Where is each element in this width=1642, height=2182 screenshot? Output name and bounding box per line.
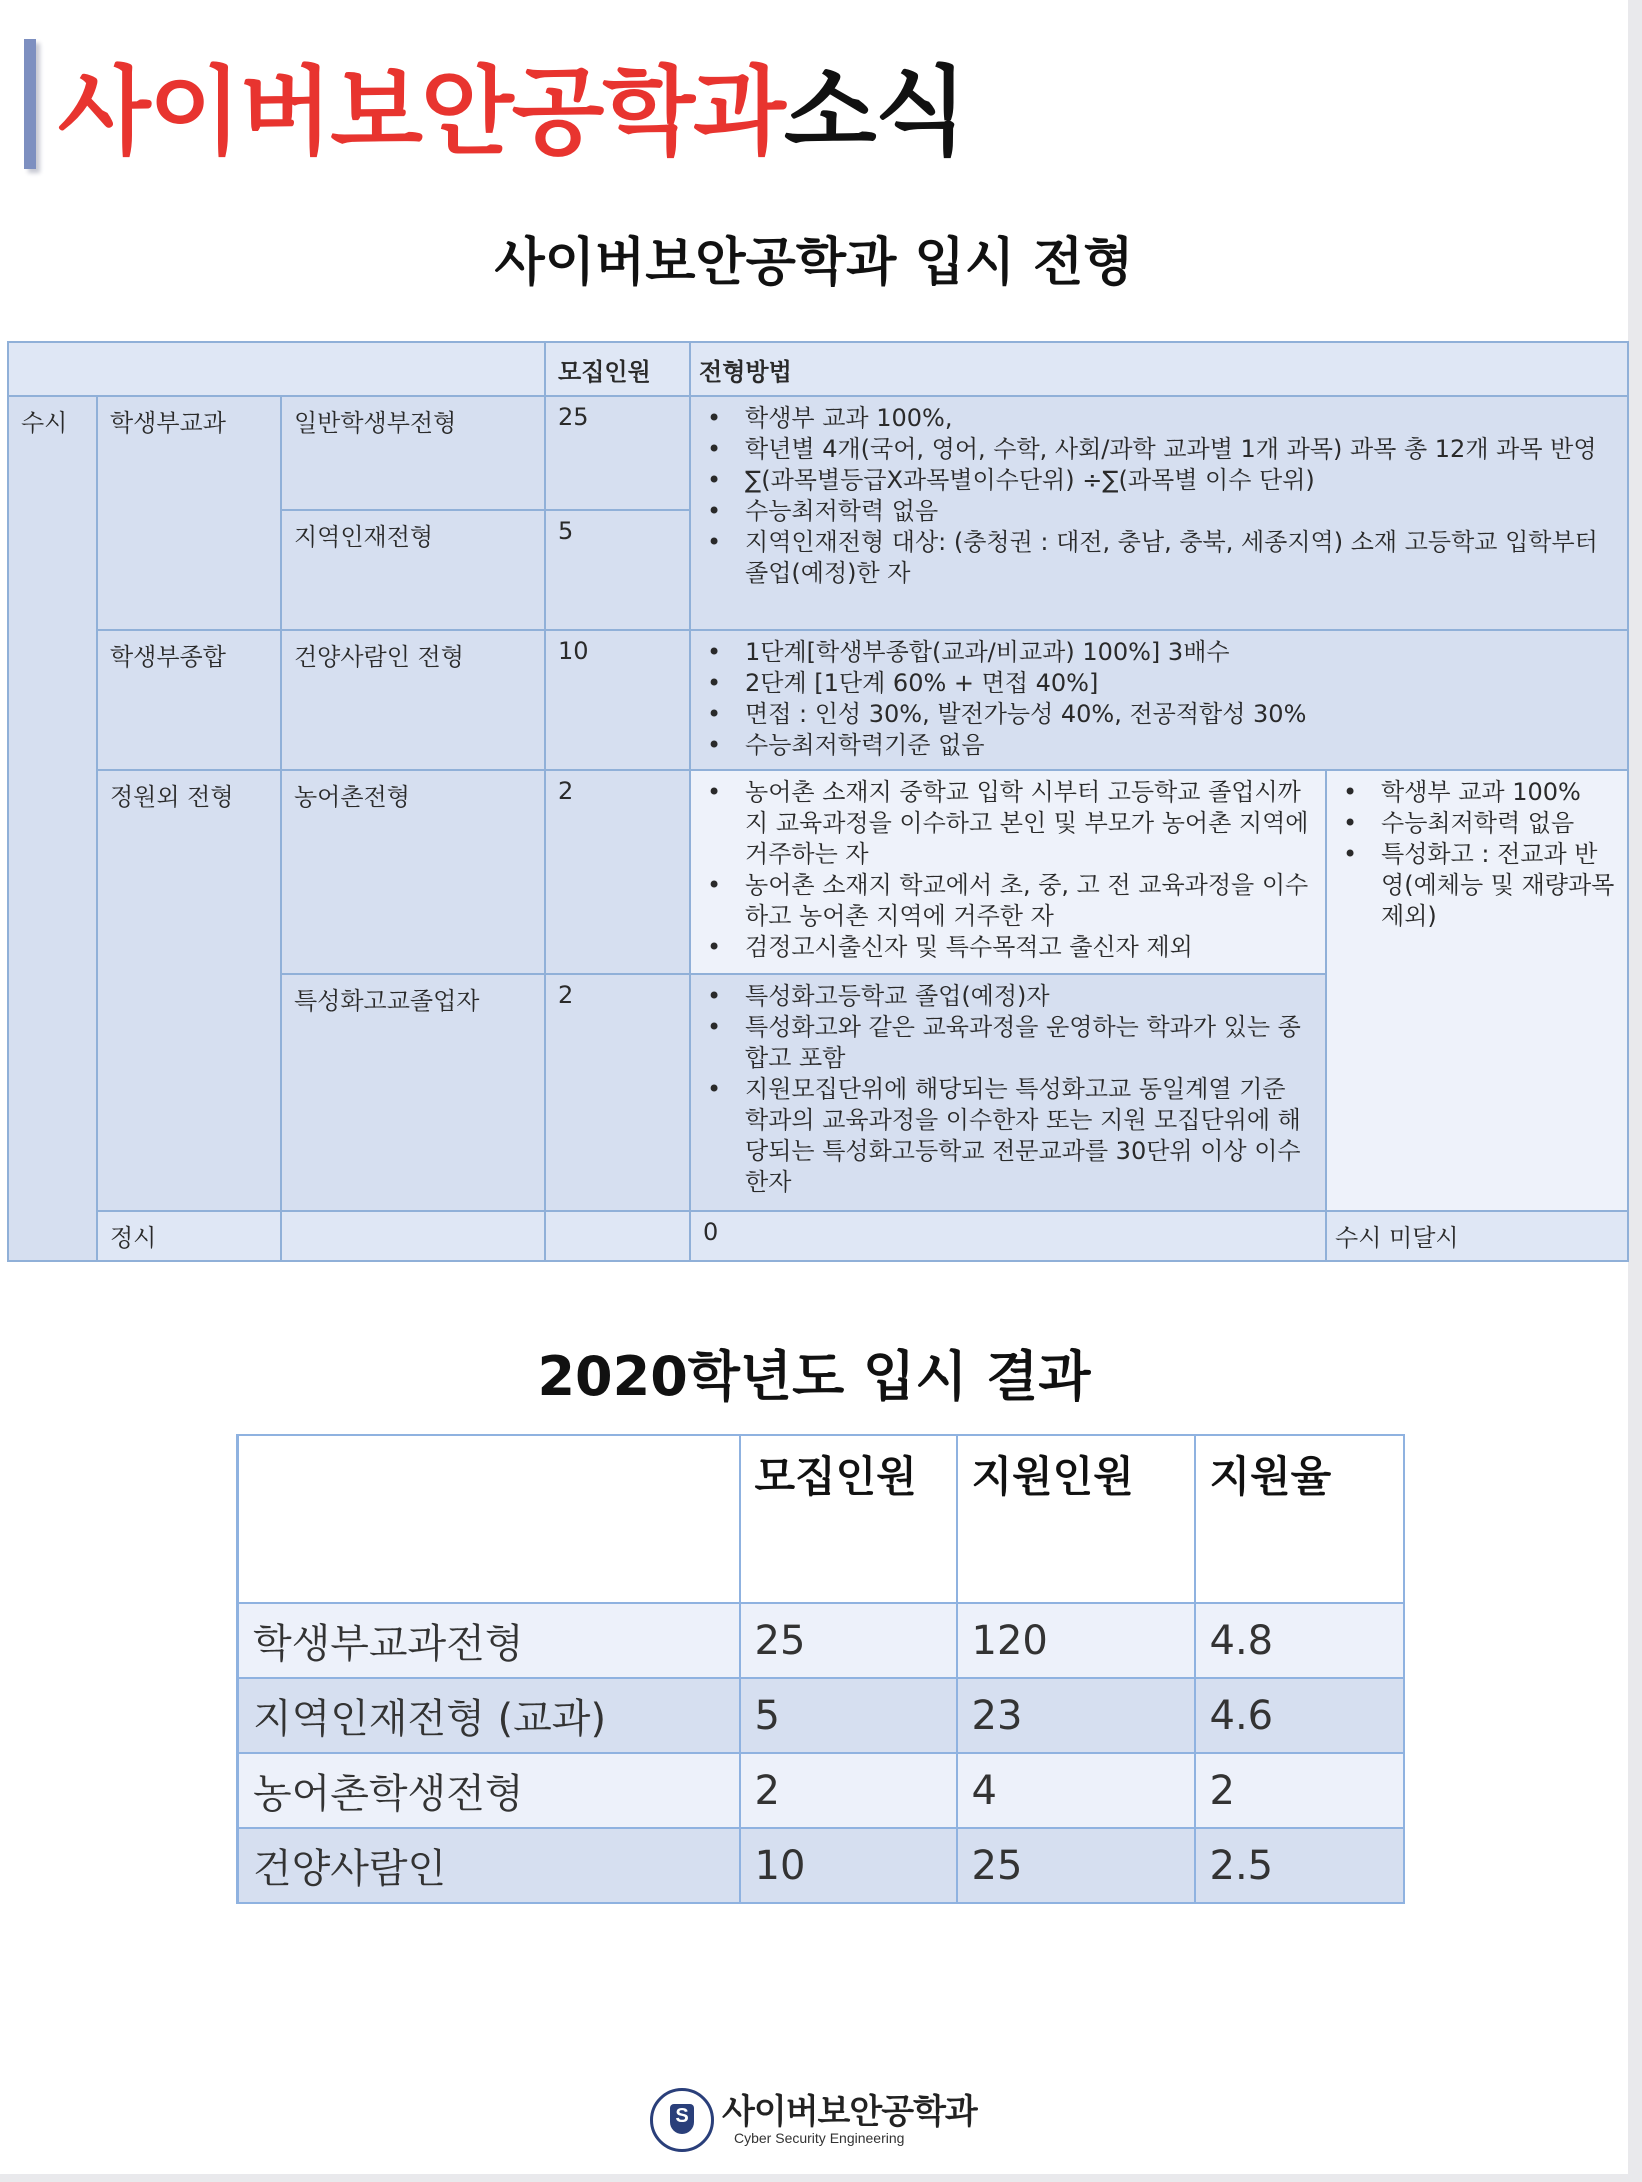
method-specialized bbox=[690, 974, 1326, 1211]
footer-logo bbox=[650, 2088, 977, 2152]
susi-cell: 수시 bbox=[8, 396, 97, 1261]
results-header-applicants: 지원인원 bbox=[957, 1435, 1195, 1603]
method-rural bbox=[690, 770, 1326, 974]
list-item: • 학년별 4개(국어, 영어, 수학, 사회/과학 교과별 1개 과목) 과목 총 12개 과목 반영 bbox=[745, 434, 1615, 465]
results-rate: 2 bbox=[1195, 1753, 1404, 1828]
results-header-quota: 모집인원 bbox=[740, 1435, 957, 1603]
page-title bbox=[24, 30, 965, 178]
results-quota: 25 bbox=[740, 1603, 957, 1678]
type-regional: 지역인재전형 bbox=[281, 510, 545, 630]
table-row bbox=[8, 770, 1628, 974]
page-edge-right bbox=[1628, 0, 1642, 2182]
list-item: • 농어촌 소재지 학교에서 초, 중, 고 전 교육과정을 이수하고 농어촌 지역에 거주한 자 bbox=[745, 870, 1313, 932]
list-item: • ∑(과목별등급X과목별이수단위) ÷∑(과목별 이수 단위) bbox=[745, 465, 1615, 496]
table-row bbox=[8, 630, 1628, 770]
list-item: • 특성화고 : 전교과 반영(예체능 및 재량과목 제외) bbox=[1381, 839, 1615, 932]
results-applicants: 23 bbox=[957, 1678, 1195, 1753]
admission-header-row bbox=[8, 342, 1628, 396]
list-item: • 지역인재전형 대상: (충청권 : 대전, 충남, 충북, 세종지역) 소재 고등학교 입학부터 졸업(예정)한 자 bbox=[745, 527, 1615, 589]
title-red: 사이버보안공학과 bbox=[58, 55, 784, 168]
results-heading: 2020학년도 입시 결과 bbox=[537, 1345, 1091, 1408]
footer-department-name: 사이버보안공학과 bbox=[722, 2092, 977, 2132]
title-text bbox=[58, 36, 965, 173]
method-specialized-list bbox=[699, 981, 1313, 1198]
list-item: • 1단계[학생부종합(교과/비교과) 100%] 3배수 bbox=[745, 637, 1615, 668]
quota-jeongsi: 0 bbox=[690, 1211, 1326, 1261]
jeongsi-cell: 정시 bbox=[97, 1211, 281, 1261]
method-gyogwa bbox=[690, 396, 1628, 630]
list-item: • 학생부 교과 100%, bbox=[745, 403, 1615, 434]
category-outside: 정원외 전형 bbox=[97, 770, 281, 1211]
page-edge-bottom bbox=[0, 2174, 1642, 2182]
table-row bbox=[8, 396, 1628, 510]
header-quota: 모집인원 bbox=[545, 342, 690, 396]
results-header-empty bbox=[238, 1435, 740, 1603]
title-accent-bar bbox=[24, 39, 36, 169]
quota-specialized: 2 bbox=[545, 974, 690, 1211]
results-name: 건양사람인 bbox=[238, 1828, 740, 1903]
list-item: • 면접 : 인성 30%, 발전가능성 40%, 전공적합성 30% bbox=[745, 699, 1615, 730]
footer-text bbox=[722, 2094, 977, 2146]
table-row bbox=[238, 1678, 1404, 1753]
empty-cell bbox=[281, 1211, 545, 1261]
admission-table bbox=[7, 341, 1629, 1262]
list-item: • 특성화고와 같은 교육과정을 운영하는 학과가 있는 종합고 포함 bbox=[745, 1012, 1313, 1074]
quota-healthy: 10 bbox=[545, 630, 690, 770]
quota-general: 25 bbox=[545, 396, 690, 510]
results-rate: 2.5 bbox=[1195, 1828, 1404, 1903]
method-jonghap bbox=[690, 630, 1628, 770]
results-table bbox=[236, 1434, 1405, 1904]
type-rural: 농어촌전형 bbox=[281, 770, 545, 974]
table-row bbox=[8, 1211, 1628, 1261]
method-gyogwa-list bbox=[699, 403, 1615, 589]
list-item: • 수능최저학력기준 없음 bbox=[745, 730, 1615, 761]
method-jeongsi: 수시 미달시 bbox=[1326, 1211, 1628, 1261]
results-quota: 5 bbox=[740, 1678, 957, 1753]
results-quota: 2 bbox=[740, 1753, 957, 1828]
results-name: 지역인재전형 (교과) bbox=[238, 1678, 740, 1753]
method-outside-common bbox=[1326, 770, 1628, 1211]
header-empty-cell bbox=[8, 342, 545, 396]
list-item: • 2단계 [1단계 60% + 면접 40%] bbox=[745, 668, 1615, 699]
table-row bbox=[238, 1753, 1404, 1828]
title-black: 소식 bbox=[783, 55, 966, 168]
list-item: • 특성화고등학교 졸업(예정)자 bbox=[745, 981, 1313, 1012]
header-method: 전형방법 bbox=[690, 342, 1628, 396]
results-rate: 4.8 bbox=[1195, 1603, 1404, 1678]
results-rate: 4.6 bbox=[1195, 1678, 1404, 1753]
results-header-row bbox=[238, 1435, 1404, 1603]
results-name: 학생부교과전형 bbox=[238, 1603, 740, 1678]
type-specialized: 특성화고교졸업자 bbox=[281, 974, 545, 1211]
table-row bbox=[238, 1603, 1404, 1678]
method-outside-common-list bbox=[1335, 777, 1615, 932]
table-row bbox=[238, 1828, 1404, 1903]
list-item: • 검정고시출신자 및 특수목적고 출신자 제외 bbox=[745, 932, 1313, 963]
list-item: • 수능최저학력 없음 bbox=[745, 496, 1615, 527]
type-general: 일반학생부전형 bbox=[281, 396, 545, 510]
footer-department-subtitle: Cyber Security Engineering bbox=[734, 2130, 905, 2146]
list-item: • 농어촌 소재지 중학교 입학 시부터 고등학교 졸업시까지 교육과정을 이수하고 본인 및 부모가 농어촌 지역에 거주하는 자 bbox=[745, 777, 1313, 870]
category-gyogwa: 학생부교과 bbox=[97, 396, 281, 630]
department-logo-icon bbox=[650, 2088, 714, 2152]
results-applicants: 4 bbox=[957, 1753, 1195, 1828]
method-rural-list bbox=[699, 777, 1313, 963]
method-jonghap-list bbox=[699, 637, 1615, 761]
empty-cell bbox=[545, 1211, 690, 1261]
quota-rural: 2 bbox=[545, 770, 690, 974]
results-header-rate: 지원율 bbox=[1195, 1435, 1404, 1603]
type-healthy: 건양사람인 전형 bbox=[281, 630, 545, 770]
results-applicants: 120 bbox=[957, 1603, 1195, 1678]
results-name: 농어촌학생전형 bbox=[238, 1753, 740, 1828]
category-jonghap: 학생부종합 bbox=[97, 630, 281, 770]
results-applicants: 25 bbox=[957, 1828, 1195, 1903]
list-item: • 수능최저학력 없음 bbox=[1381, 808, 1615, 839]
quota-regional: 5 bbox=[545, 510, 690, 630]
list-item: • 지원모집단위에 해당되는 특성화고교 동일계열 기준 학과의 교육과정을 이수한자 또는 지원 모집단위에 해당되는 특성화고등학교 전문교과를 30단위 이상 이수한자 bbox=[745, 1074, 1313, 1198]
results-quota: 10 bbox=[740, 1828, 957, 1903]
list-item: • 학생부 교과 100% bbox=[1381, 777, 1615, 808]
admission-heading: 사이버보안공학과 입시 전형 bbox=[494, 233, 1134, 293]
